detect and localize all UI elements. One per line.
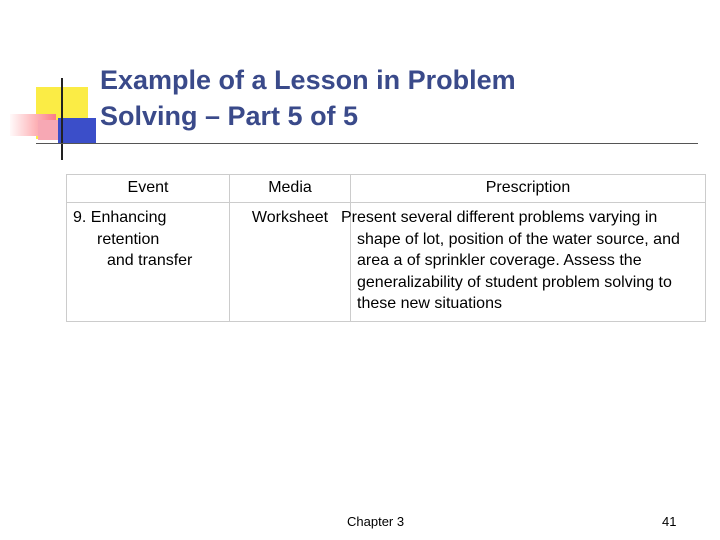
footer-chapter: Chapter 3 <box>347 514 405 529</box>
lesson-table <box>66 174 706 322</box>
event-line-1: 9. Enhancing <box>73 209 167 226</box>
slide-title <box>100 62 700 134</box>
decor-blue-square <box>58 118 96 144</box>
table-header-row <box>67 175 706 203</box>
cell-prescription: Present several different problems varying in shape of lot, position of the water source, and area a of sprinkler coverage. Assess the generalizability of student problem solving to these new situations <box>351 203 706 322</box>
event-line-3: and transfer <box>107 252 193 269</box>
decor-vertical-line <box>61 78 63 160</box>
cell-event <box>67 203 230 322</box>
cell-media: Worksheet <box>230 203 351 322</box>
slide-title-line-2: Solving – Part 5 of 5 <box>100 101 359 131</box>
header-media: Media <box>230 175 351 203</box>
event-line-2: retention <box>97 230 160 248</box>
table-row <box>67 203 706 322</box>
header-prescription: Prescription <box>351 175 706 203</box>
title-underline <box>36 143 698 144</box>
footer-page-number: 41 <box>662 514 677 529</box>
slide-title-line-1: Example of a Lesson in Problem <box>100 65 516 95</box>
header-event: Event <box>67 175 230 203</box>
decor-pink-square <box>38 120 60 140</box>
